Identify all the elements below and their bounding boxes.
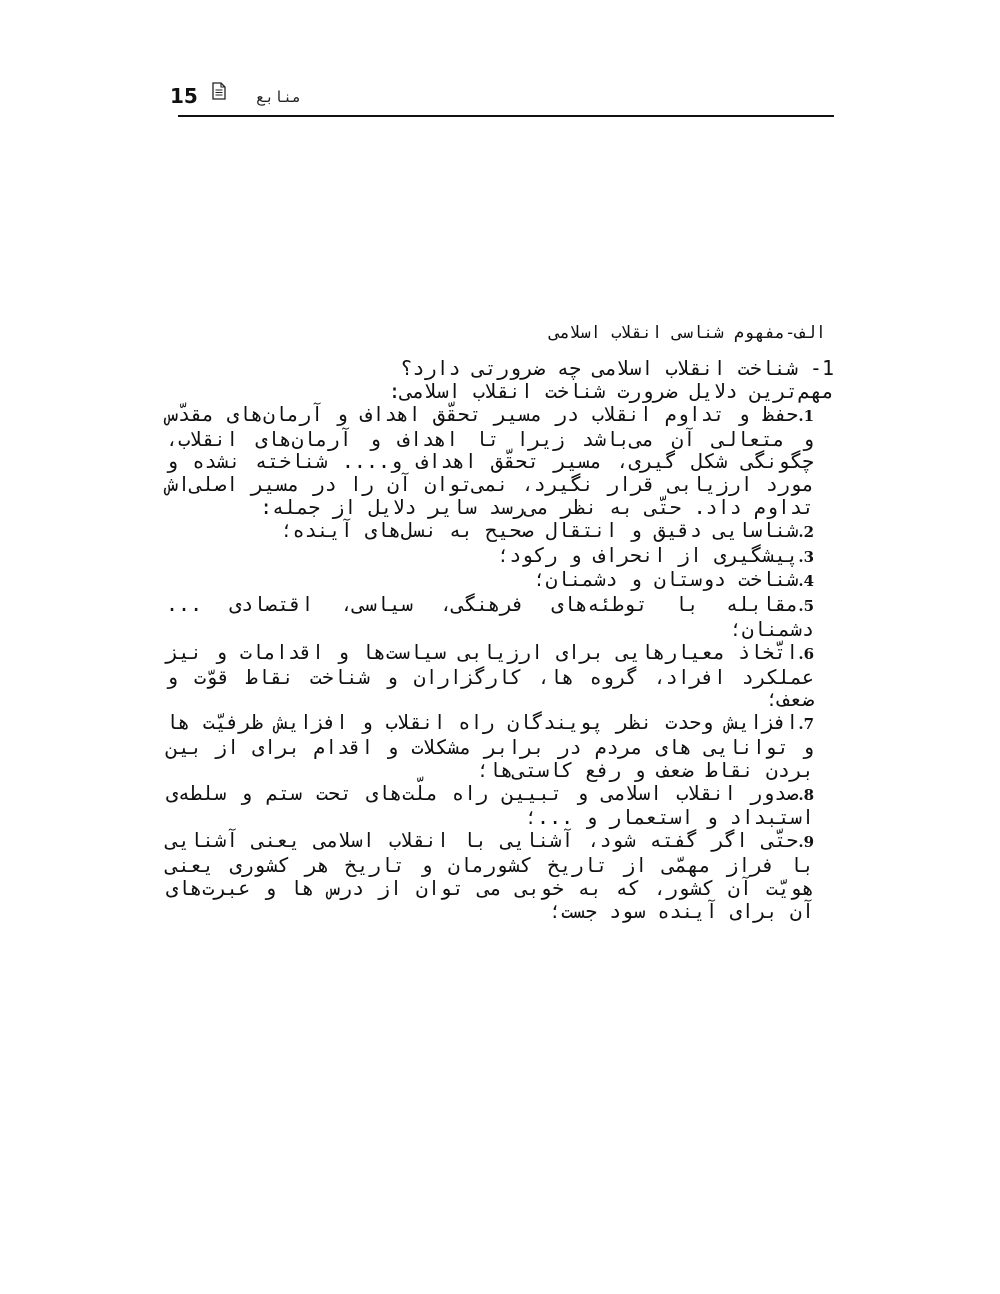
item-number: 7. [798,715,814,734]
page-number: 15 [170,84,198,108]
list-item [166,782,834,830]
list-item [166,544,834,569]
item-number: 4. [798,572,814,591]
intro-paragraph: مهم‌ترین دلایل ضرورت شناخت انقلاب اسلامی: [388,379,834,403]
item-number: 2. [798,522,814,541]
item-number: 8. [798,785,814,804]
item-text: حفظ و تداوم انقلاب در مسیر تحقّق اهداف و آرمان‌های مقدّس و متعالی آن می‌باشد زیرا تا اهداف و آرمان‌های انقلاب، چگونگی شکل گیری، مسیر تحقّق اهداف و.... شناخته نشده و مورد ارزیابی قرار نگیرد، نمی‌توان آن را در مسیر اصلی‌اش تداوم داد. حتّی به نظر می‌رسد سایر دلایل از جمله: [166,401,814,519]
list-item [166,568,834,593]
page-body [166,318,834,922]
list-item [166,403,834,519]
question-heading: 1- شناخت انقلاب اسلامی چه ضرورتی دارد؟ [400,356,834,380]
item-number: 9. [798,833,814,852]
header-divider [178,115,834,117]
item-text: صدور انقلاب اسلامی و تبیین راه ملّت‌های تحت ستم و سلطه‌ی استبداد و استعمار و ...؛ [166,780,814,830]
list-item [166,711,834,781]
item-text: اتّخاذ معیارهایی برای ارزیابی سیاست‌ها و اقدامات و نیز عملکرد افراد، گروه ها، کارگزاران و شناخت نقاط قوّت و ضعف؛ [166,639,814,712]
item-number: 1. [798,406,814,425]
item-number: 6. [798,644,814,663]
item-text: افزایش وحدت نظر پویندگان راه انقلاب و افزایش ظرفیّت ها و توانایی های مردم در برابر مشکلات و اقدام برای از بین بردن نقاط ضعف و رفع کاستی‌ها؛ [166,710,814,782]
page-header [168,80,834,114]
item-text: حتّی اگر گفته شود، آشنایی با انقلاب اسلامی یعنی آشنایی با فراز مهمّی از تاریخ کشورمان و تاریخ هر کشوری یعنی هویّت آن کشور، که به خوبی می توان از درس ها و عبرت‌های آن برای آینده سود جست؛ [166,828,814,923]
list-item [166,593,834,641]
item-number: 5. [798,597,814,616]
item-text: مقابله با توطئه‌های فرهنگی، سیاسی، اقتصادی ... دشمنان؛ [166,592,814,641]
section-title: الف-مفهوم شناسی انقلاب اسلامی [549,323,826,343]
item-text: شناخت دوستان و دشمنان؛ [533,567,799,592]
item-number: 3. [798,547,814,566]
list-item [166,641,834,711]
item-text: شناسایی دقیق و انتقال صحیح به نسل‌های آینده؛ [280,517,799,542]
list-item [166,829,834,922]
document-icon [212,82,226,100]
item-text: پیشگیری از انحراف و رکود؛ [497,542,799,567]
running-title: منابع [256,88,302,106]
list-item [166,519,834,544]
